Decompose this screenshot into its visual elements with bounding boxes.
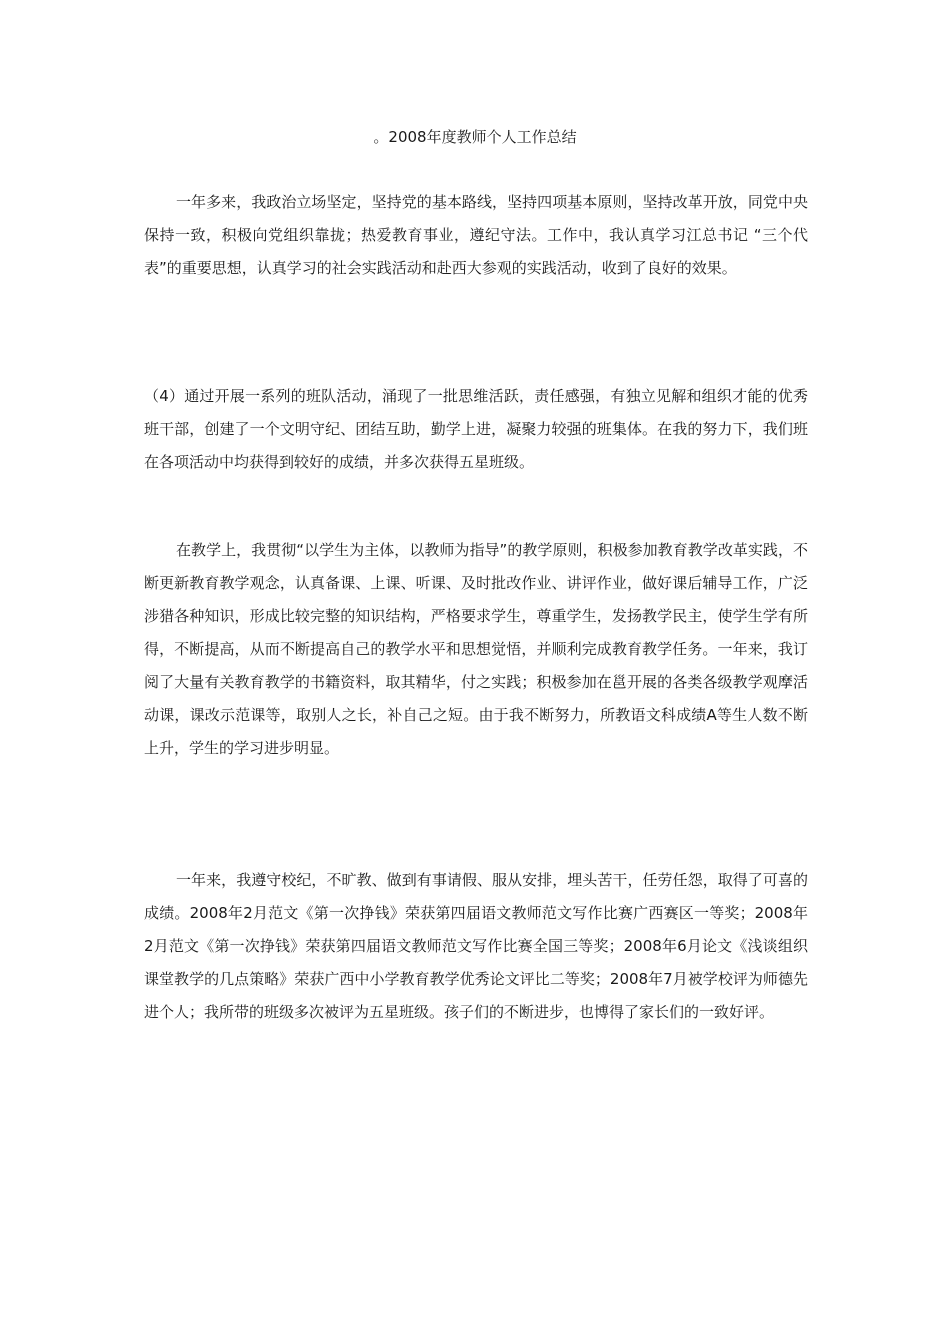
document-title: 。2008年度教师个人工作总结	[373, 128, 577, 146]
paragraph-achievements: 一年来，我遵守校纪，不旷教、做到有事请假、服从安排，埋头苦干，任劳任怨，取得了可喜的成绩。2008年2月范文《第一次挣钱》荣获第四届语文教师范文写作比赛广西赛区一等奖；2008年2月范文《第一次挣钱》荣获第四届语文教师范文写作比赛全国三等奖；2008年6月论文《浅谈组织课堂教学的几点策略》荣获广西中小学教育教学优秀论文评比二等奖；2008年7月被学校评为师德先进个人；我所带的班级多次被评为五星班级。孩子们的不断进步，也博得了家长们的一致好评。	[144, 871, 808, 1021]
paragraph-political-stance: 一年多来，我政治立场坚定，坚持党的基本路线，坚持四项基本原则，坚持改革开放，同党中央保持一致，积极向党组织靠拢；热爱教育事业，遵纪守法。工作中，我认真学习江总书记 “三个代表”的重要思想，认真学习的社会实践活动和赴西大参观的实践活动，收到了良好的效果。	[144, 193, 808, 277]
paragraph-class-activities: （4）通过开展一系列的班队活动，涌现了一批思维活跃，责任感强，有独立见解和组织才能的优秀班干部，创建了一个文明守纪、团结互助，勤学上进，凝聚力较强的班集体。在我的努力下，我们班在各项活动中均获得到较好的成绩，并多次获得五星班级。	[144, 387, 808, 471]
paragraph-teaching: 在教学上，我贯彻“以学生为主体，以教师为指导”的教学原则，积极参加教育教学改革实践，不断更新教育教学观念，认真备课、上课、听课、及时批改作业、讲评作业，做好课后辅导工作，广泛涉猎各种知识，形成比较完整的知识结构，严格要求学生，尊重学生，发扬教学民主，使学生学有所得，不断提高，从而不断提高自己的教学水平和思想觉悟，并顺利完成教育教学任务。一年来，我订阅了大量有关教育教学的书籍资料，取其精华，付之实践；积极参加在邕开展的各类各级教学观摩活动课，课改示范课等，取别人之长，补自己之短。由于我不断努力，所教语文科成绩A等生人数不断上升，学生的学习进步明显。	[144, 541, 808, 757]
